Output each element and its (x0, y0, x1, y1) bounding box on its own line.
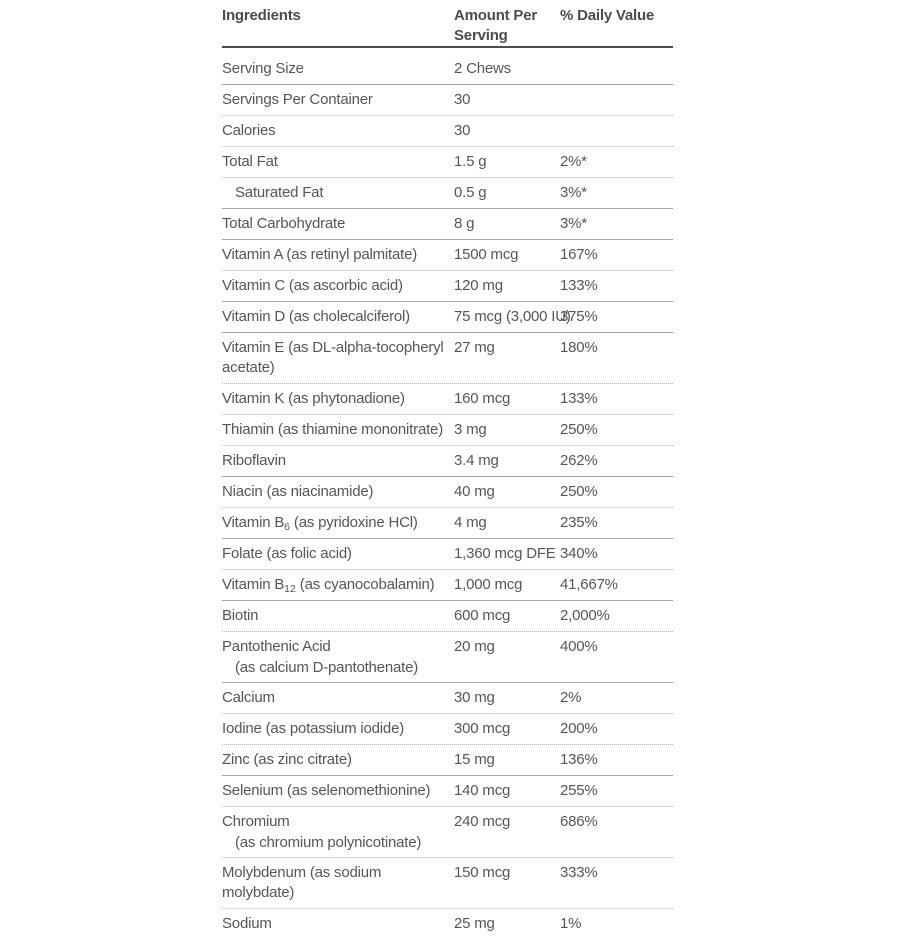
ingredient-name-cell (222, 307, 454, 328)
ingredient-name: Vitamin A (as retinyl palmitate) (222, 246, 418, 263)
daily-value-percent: 3%* (560, 215, 587, 232)
ingredient-name-cell (222, 214, 454, 235)
amount-per-serving-value: 27 mg (454, 339, 495, 356)
amount-per-serving-value: 150 mcg (454, 864, 511, 881)
ingredient-name: Vitamin D (as cholecalciferol) (222, 308, 410, 325)
column-header-ingredients: Ingredients (222, 7, 301, 24)
ingredient-name-cell (222, 90, 454, 111)
ingredient-name-cell (222, 575, 454, 596)
amount-per-serving-value: 1500 mcg (454, 246, 519, 263)
ingredient-name: Niacin (as niacinamide) (222, 483, 374, 500)
ingredient-name-cell (222, 389, 454, 410)
amount-per-serving-value: 3 mg (454, 421, 487, 438)
table-row (222, 271, 673, 302)
daily-value-percent: 235% (560, 514, 598, 531)
ingredient-name: Iodine (as potassium iodide) (222, 720, 405, 737)
daily-value-percent: 133% (560, 390, 598, 407)
table-row (222, 240, 673, 271)
table-row (222, 85, 673, 116)
table-row (222, 632, 673, 683)
ingredient-name: Molybdenum (as sodium molybdate) (222, 864, 382, 901)
table-row (222, 539, 673, 570)
daily-value-percent: 686% (560, 813, 598, 830)
ingredient-name-cell (222, 750, 454, 771)
amount-per-serving-value: 600 mcg (454, 607, 511, 624)
ingredient-name: Vitamin E (as DL-alpha-tocopheryl acetate) (222, 339, 444, 376)
ingredient-name-cell (222, 781, 454, 802)
amount-per-serving-value: 120 mg (454, 277, 503, 294)
table-row (222, 54, 673, 85)
amount-per-serving-value: 1,360 mcg DFE (454, 545, 556, 562)
daily-value-percent: 333% (560, 864, 598, 881)
daily-value-percent: 340% (560, 545, 598, 562)
ingredient-name: Saturated Fat (235, 184, 324, 201)
amount-per-serving-value: 30 (454, 122, 471, 139)
daily-value-percent: 250% (560, 483, 598, 500)
daily-value-percent: 375% (560, 308, 598, 325)
ingredient-name-line2: (as chromium polynicotinate) (235, 834, 422, 851)
ingredient-name-suffix: (as cyanocobalamin) (295, 576, 435, 593)
daily-value-percent: 180% (560, 339, 598, 356)
table-row (222, 333, 673, 384)
table-row (222, 446, 673, 477)
amount-per-serving-value: 2 Chews (454, 60, 511, 77)
ingredient-name: Vitamin C (as ascorbic acid) (222, 277, 403, 294)
ingredient-name-cell (222, 544, 454, 565)
amount-per-serving-value: 140 mcg (454, 782, 511, 799)
daily-value-percent: 41,667% (560, 576, 618, 593)
ingredient-name-cell (222, 338, 454, 379)
ingredient-name: Sodium (222, 915, 272, 932)
ingredient-name: Calcium (222, 689, 275, 706)
table-body (222, 48, 673, 939)
ingredient-name-cell (222, 420, 454, 441)
table-row (222, 909, 673, 939)
ingredient-name-cell (222, 152, 454, 173)
ingredient-name-suffix: (as pyridoxine HCl) (289, 514, 418, 531)
ingredient-name-cell (222, 719, 454, 740)
amount-per-serving-value: 8 g (454, 215, 475, 232)
daily-value-percent: 400% (560, 638, 598, 655)
ingredient-name-subscript: 6 (284, 521, 290, 533)
ingredient-name-cell (222, 863, 454, 904)
table-row (222, 209, 673, 240)
amount-per-serving-value: 1.5 g (454, 153, 487, 170)
ingredient-name-cell (222, 276, 454, 297)
daily-value-percent: 3%* (560, 184, 587, 201)
table-row (222, 683, 673, 714)
daily-value-percent: 133% (560, 277, 598, 294)
ingredient-name: Servings Per Container (222, 91, 373, 108)
table-row (222, 477, 673, 508)
ingredient-name: Total Fat (222, 153, 278, 170)
ingredient-name: Selenium (as selenomethionine) (222, 782, 431, 799)
ingredient-name-cell (222, 245, 454, 266)
amount-per-serving-value: 300 mcg (454, 720, 511, 737)
ingredient-name: Biotin (222, 607, 259, 624)
daily-value-percent: 136% (560, 751, 598, 768)
amount-per-serving-value: 30 mg (454, 689, 495, 706)
ingredient-name-cell (222, 59, 454, 80)
amount-per-serving-value: 40 mg (454, 483, 495, 500)
ingredient-name: Folate (as folic acid) (222, 545, 352, 562)
ingredient-name: Pantothenic Acid (222, 638, 331, 655)
amount-per-serving-value: 4 mg (454, 514, 487, 531)
ingredient-name-cell (222, 914, 454, 935)
daily-value-percent: 255% (560, 782, 598, 799)
table-row (222, 415, 673, 446)
ingredient-name-cell (222, 637, 454, 678)
table-header-row (222, 0, 673, 48)
table-row (222, 807, 673, 858)
ingredient-name-cell (222, 606, 454, 627)
amount-per-serving-value: 3.4 mg (454, 452, 499, 469)
table-row (222, 508, 673, 539)
table-row (222, 745, 673, 776)
ingredient-name: Riboflavin (222, 452, 286, 469)
ingredient-name: Vitamin B (222, 576, 285, 593)
table-row (222, 178, 673, 209)
amount-per-serving-value: 160 mcg (454, 390, 511, 407)
amount-per-serving-value: 75 mcg (3,000 IU) (454, 308, 571, 325)
table-row (222, 601, 673, 632)
daily-value-percent: 2%* (560, 153, 587, 170)
ingredient-name: Chromium (222, 813, 290, 830)
ingredient-name-cell (222, 513, 454, 534)
amount-per-serving-value: 30 (454, 91, 471, 108)
supplement-facts-table (222, 0, 673, 939)
table-row (222, 858, 673, 909)
daily-value-percent: 200% (560, 720, 598, 737)
daily-value-percent: 1% (560, 915, 582, 932)
ingredient-name: Vitamin B (222, 514, 285, 531)
daily-value-percent: 2,000% (560, 607, 610, 624)
daily-value-percent: 262% (560, 452, 598, 469)
ingredient-name: Total Carbohydrate (222, 215, 346, 232)
ingredient-name-cell (222, 451, 454, 472)
amount-per-serving-value: 1,000 mcg (454, 576, 523, 593)
amount-per-serving-value: 20 mg (454, 638, 495, 655)
ingredient-name-cell (222, 482, 454, 503)
amount-per-serving-value: 0.5 g (454, 184, 487, 201)
table-row (222, 384, 673, 415)
column-header-amount-per-serving: Amount Per Serving (454, 7, 538, 44)
ingredient-name-line2: (as calcium D-pantothenate) (235, 659, 419, 676)
ingredient-name: Vitamin K (as phytonadione) (222, 390, 405, 407)
amount-per-serving-value: 240 mcg (454, 813, 511, 830)
ingredient-name: Zinc (as zinc citrate) (222, 751, 352, 768)
ingredient-name-cell (222, 812, 454, 853)
daily-value-percent: 167% (560, 246, 598, 263)
table-row (222, 116, 673, 147)
table-row (222, 570, 673, 601)
ingredient-name-subscript: 12 (284, 583, 296, 595)
ingredient-name: Thiamin (as thiamine mononitrate) (222, 421, 443, 438)
amount-per-serving-value: 15 mg (454, 751, 495, 768)
ingredient-name: Serving Size (222, 60, 304, 77)
table-row (222, 776, 673, 807)
ingredient-name: Calories (222, 122, 276, 139)
table-row (222, 302, 673, 333)
daily-value-percent: 2% (560, 689, 582, 706)
column-header-daily-value: % Daily Value (560, 7, 655, 24)
daily-value-percent: 250% (560, 421, 598, 438)
ingredient-name-cell (222, 121, 454, 142)
table-row (222, 714, 673, 745)
ingredient-name-cell (222, 688, 454, 709)
table-row (222, 147, 673, 178)
ingredient-name-cell (222, 183, 454, 204)
amount-per-serving-value: 25 mg (454, 915, 495, 932)
